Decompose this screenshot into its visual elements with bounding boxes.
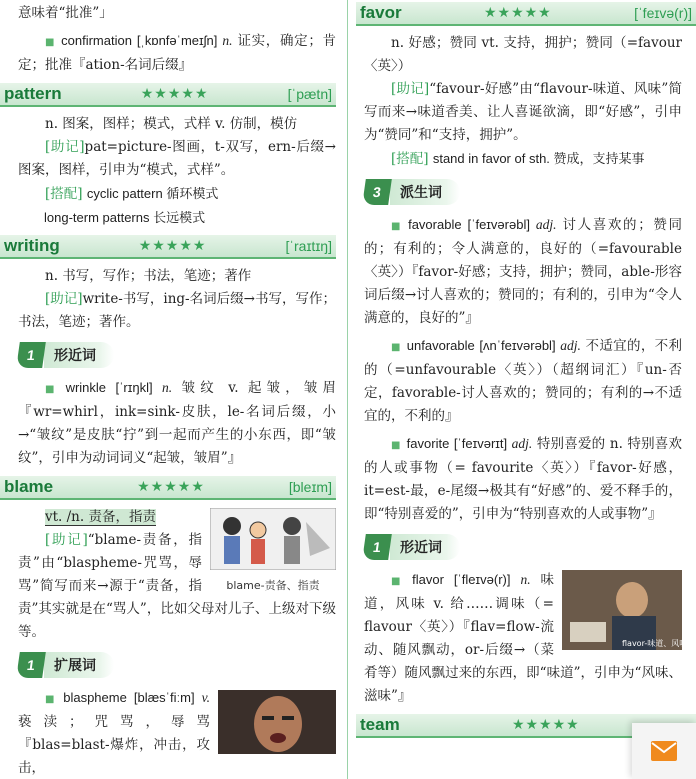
pattern-definition: n. 图案，图样；模式，式样 v. 仿制，模仿 bbox=[45, 116, 298, 132]
headword-bar-favor: favor ★★★★★ [ˈfeɪvə(r)] bbox=[356, 2, 696, 26]
bullet-icon: ■ bbox=[391, 342, 401, 353]
flavor-figure bbox=[562, 570, 682, 654]
entry-wrinkle: ■ wrinkle [ˈrɪŋkl] n. 皱纹 v. 起皱，皱眉『wr=whirl，ink=sink-皮肤，le-名词后缀，小→“皱纹”是皮肤“拧”到一起而产生的小东西，即“皱纹”，引申为动词词义“起皱，皱眉”』 bbox=[18, 380, 336, 466]
writing-memo: [助记]write-书写，ing-名词后缀→书写，写作；书法，笔迹；著作。 bbox=[18, 291, 336, 330]
mail-icon bbox=[651, 741, 677, 761]
bullet-icon: ■ bbox=[391, 576, 407, 587]
entry-favorite: ■ favorite [ˈfeɪvərɪt] adj. 特别喜爱的 n. 特别喜欢的人或事物（= favourite〈英〉）『favor-好感，it=est-最，e-尾缀→极其有“好感”的、爱不释手的，即“特别喜爱的”，引申为“特别喜欢的人或事物”』 bbox=[364, 436, 683, 522]
cartoon-image bbox=[210, 508, 336, 570]
entry-unfavorable: ■ unfavorable [ʌnˈfeɪvərəbl] adj. 不适宜的，不利的（=unfavourable〈英〉）（超纲词汇）『un-否定，favorable-讨人喜欢的；赞同的；有利的→不适宜的，不利的』 bbox=[364, 338, 683, 424]
blame-memo: [助记]“blame-责备，指责”由“blaspheme-咒骂，辱骂”简写而来→源于“责备，指责”其实就是在“骂人”，比如父母对儿子、上级对下级等。 bbox=[18, 532, 336, 640]
right-column bbox=[356, 0, 696, 779]
photo-image bbox=[218, 690, 336, 754]
favor-definition: n. 好感；赞同 vt. 支持，拥护；赞同（=favour〈英〉） bbox=[364, 35, 682, 74]
section-derived-words: 3 派生词 bbox=[364, 177, 682, 207]
pattern-collocation-2: long-term patterns 长远模式 bbox=[44, 210, 206, 225]
left-column bbox=[0, 0, 340, 779]
pattern-collocation: [搭配] cyclic pattern 循环模式 bbox=[45, 186, 219, 202]
mail-button[interactable] bbox=[632, 723, 696, 779]
entry-flavor: ■ flavor [ˈfleɪvə(r)] n. 味道，风味 v. 给……调味（= flavour〈英〉）『flav=flow-流动、随风飘动，or-后缀→（菜肴等）随风飘过来的东西，即“味道”，引申为“风味、滋味”』 bbox=[364, 572, 682, 704]
section-similar-words-2: 1 形近词 bbox=[364, 532, 682, 562]
bullet-icon: ■ bbox=[45, 384, 60, 395]
headword-bar-pattern: pattern ★★★★★ [ˈpætn] bbox=[0, 83, 336, 107]
rating-stars: ★★★★★ bbox=[138, 238, 207, 254]
bullet-icon: ■ bbox=[391, 440, 401, 451]
section-similar-words: 1 形近词 bbox=[18, 340, 336, 370]
bullet-icon: ■ bbox=[45, 37, 56, 48]
photo-image bbox=[562, 570, 682, 650]
rating-stars: ★★★★★ bbox=[137, 479, 205, 495]
headword-bar-team: team ★★★★★ bbox=[356, 714, 696, 738]
entry-confirmation: ■ confirmation [ˌkɒnfəˈmeɪʃn] n. 证实，确定；肯定；批准『ation-名词后缀』 bbox=[18, 33, 336, 73]
headword-bar-blame: blame ★★★★★ [bleɪm] bbox=[0, 476, 336, 500]
entry-favorable: ■ favorable [ˈfeɪvərəbl] adj. 讨人喜欢的；赞同的；有利的；令人满意的，良好的（=favourable〈英〉）『favor-好感；支持，拥护；赞同，able-形容词后缀→讨人喜欢的；赞同的；有利的，引申为“令人满意的，良好的”』 bbox=[364, 217, 682, 326]
rating-stars: ★★★★★ bbox=[511, 717, 580, 733]
writing-definition: n. 书写，写作；书法，笔迹；著作 bbox=[45, 268, 252, 284]
blaspheme-figure bbox=[218, 690, 336, 758]
favor-memo: [助记]“favour-好感”由“flavour-味道、风味”简写而来→味道香美、让人喜诞欲滴，即“好感”，引申为“赞同”和“支持，拥护”。 bbox=[364, 81, 682, 143]
blame-figure: blame-责备、指责 bbox=[210, 508, 336, 593]
photo-caption-text: flavor-味道、风味 bbox=[622, 639, 682, 648]
rating-stars: ★★★★★ bbox=[483, 5, 552, 21]
bullet-icon: ■ bbox=[45, 694, 58, 705]
favor-collocation: [搭配] stand in favor of sth. 赞成，支持某事 bbox=[391, 151, 645, 167]
bullet-icon: ■ bbox=[391, 221, 403, 232]
section-extended-words: 1 扩展词 bbox=[18, 650, 336, 680]
blame-definition: vt. /n. 责备，指责 bbox=[45, 509, 156, 525]
rating-stars: ★★★★★ bbox=[140, 86, 209, 102]
column-divider bbox=[347, 0, 348, 779]
pattern-memo: [助记]pat=picture-图画，t-双写，ern-后缀→图案，图样，引申为“模式，式样”。 bbox=[18, 139, 336, 178]
headword-bar-writing: writing ★★★★★ [ˈraɪtɪŋ] bbox=[0, 235, 336, 259]
top-line: 意味着“批准”」 bbox=[18, 5, 113, 21]
entry-blaspheme: ■ blaspheme [blæsˈfiːm] v. 亵渎；咒骂，辱骂『blas=blast-爆炸，冲击，攻击， bbox=[18, 690, 210, 776]
